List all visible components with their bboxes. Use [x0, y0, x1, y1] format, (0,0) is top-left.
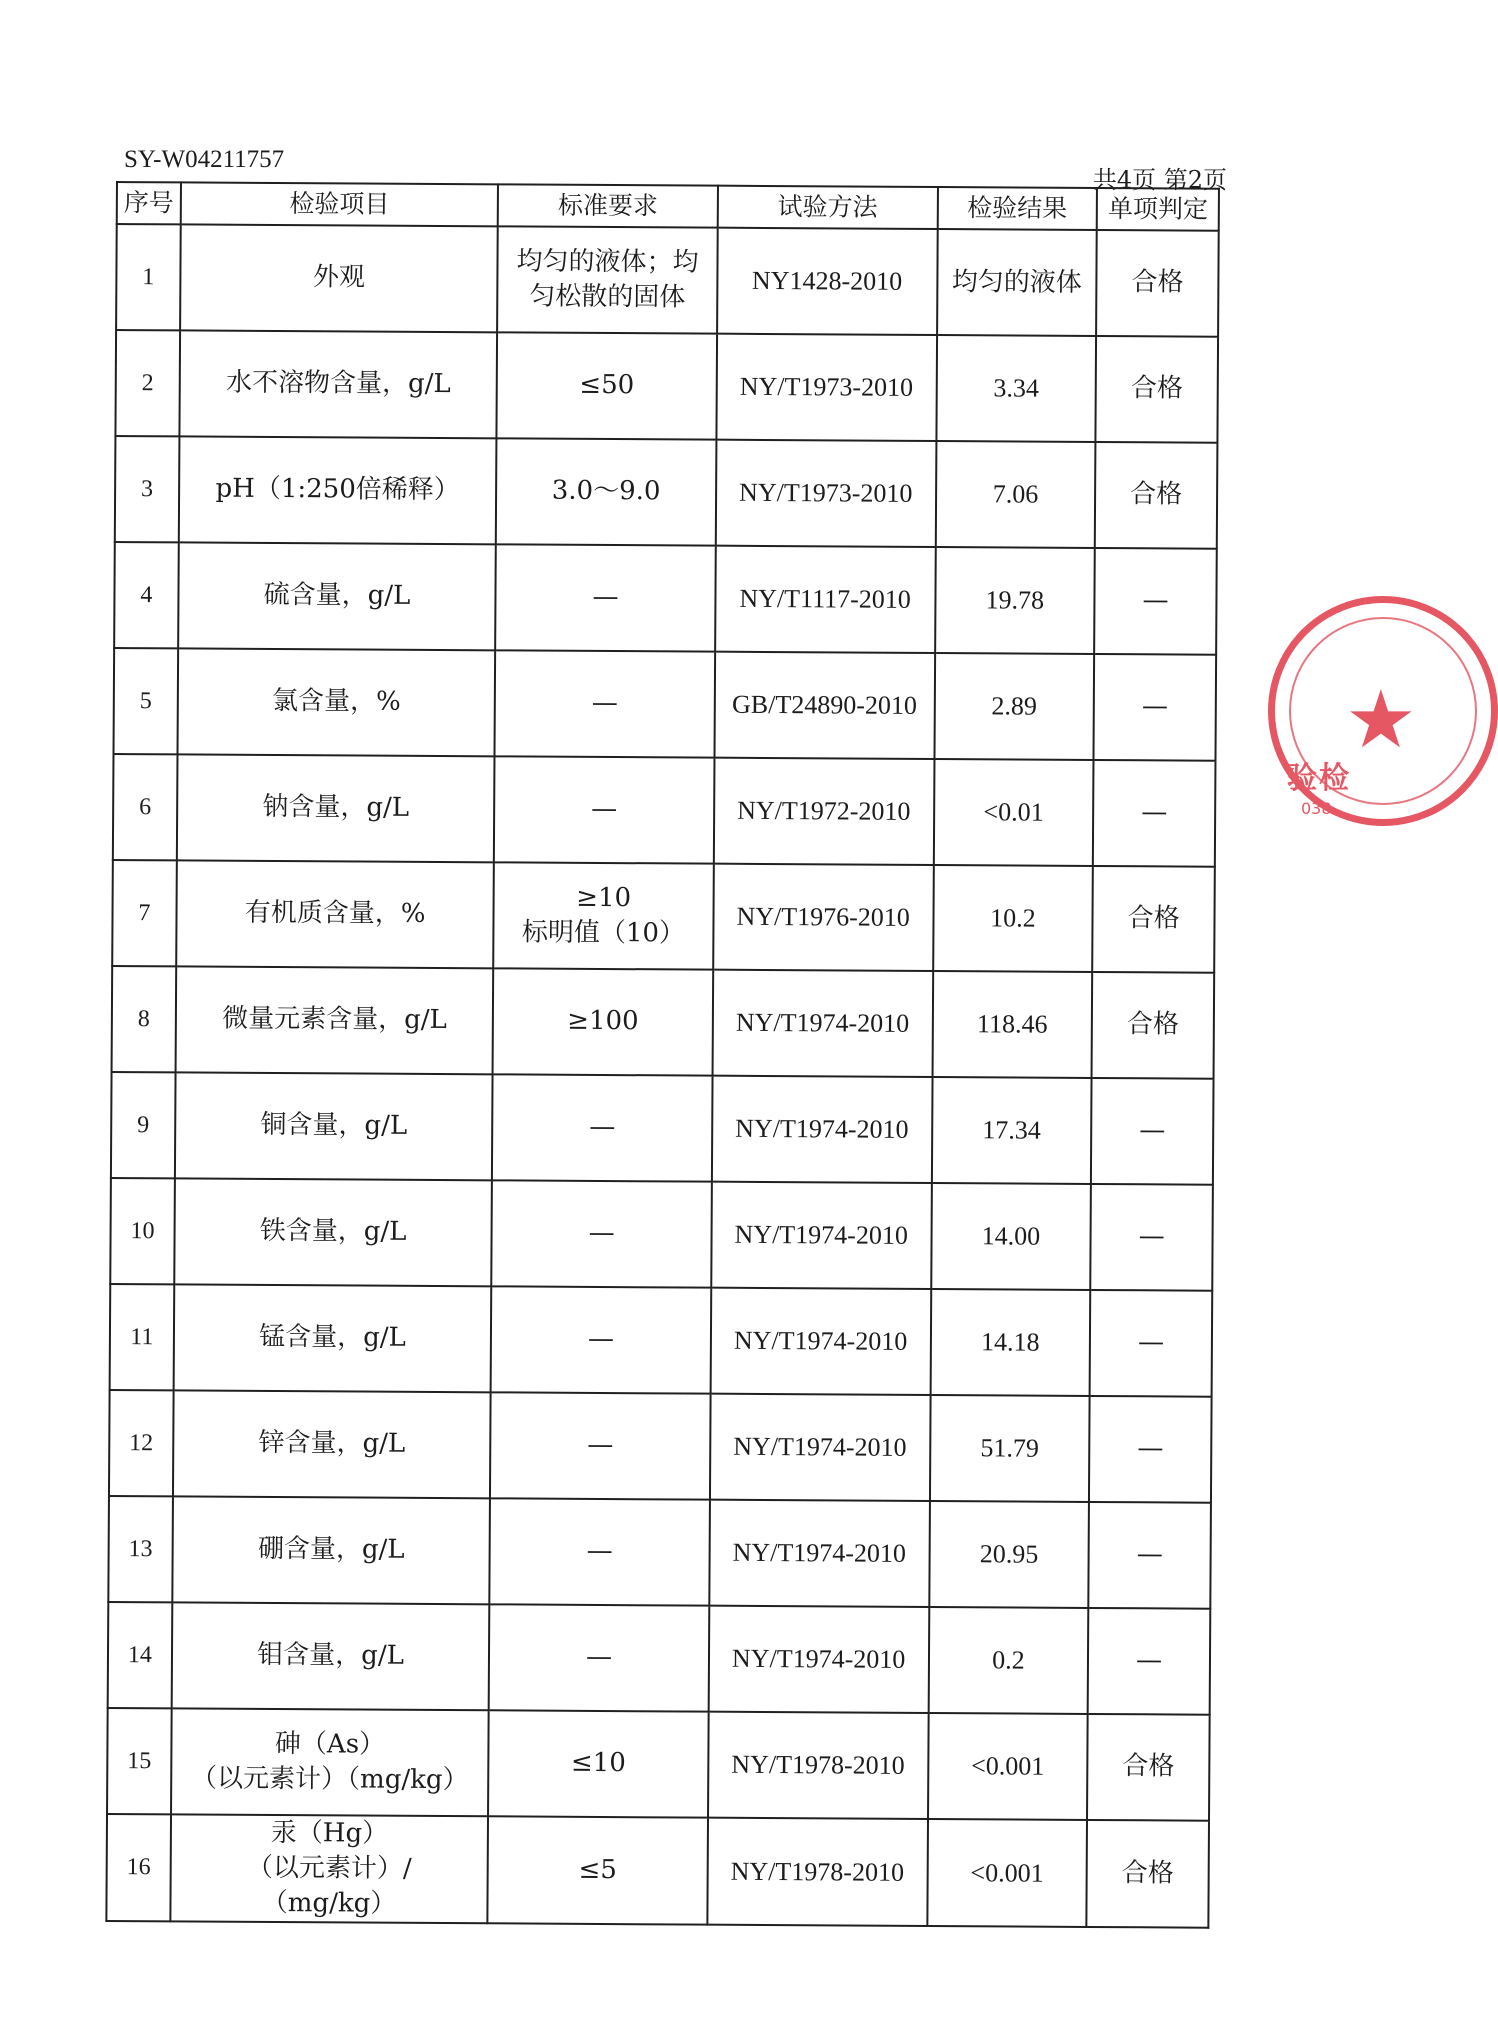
test-method: NY/T1974-2010	[710, 1288, 930, 1395]
standard-requirement	[497, 332, 717, 439]
inspection-results-table	[105, 181, 1220, 1929]
standard-requirement-line: —	[588, 1218, 615, 1249]
table-row	[115, 330, 1218, 443]
column-header-judgment: 单项判定	[1097, 188, 1219, 231]
standard-requirement-line: 匀松散的固体	[529, 281, 686, 313]
test-method: NY/T1974-2010	[710, 1394, 930, 1501]
item-judgment: 合格	[1095, 442, 1217, 549]
test-result: 17.34	[931, 1077, 1091, 1184]
item-judgment: 合格	[1096, 336, 1218, 443]
standard-requirement-line: —	[585, 1642, 613, 1673]
star-icon: ★	[1345, 673, 1417, 766]
item-judgment: 合格	[1092, 972, 1214, 1079]
item-name	[174, 1178, 492, 1286]
item-name	[174, 1284, 492, 1392]
standard-requirement-line: —	[587, 1324, 615, 1355]
test-method: NY/T1117-2010	[715, 546, 935, 653]
item-judgment: —	[1090, 1290, 1212, 1397]
item-name-line: 钠含量，g/L	[262, 792, 410, 824]
item-judgment: 合格	[1087, 1820, 1209, 1928]
test-method: NY/T1974-2010	[712, 970, 932, 1077]
standard-requirement-line: —	[591, 688, 618, 719]
standard-requirement	[497, 226, 717, 333]
inspection-seal-stamp	[1268, 596, 1498, 826]
item-name-line: 水不溶物含量，g/L	[225, 368, 451, 400]
standard-requirement	[495, 544, 715, 651]
row-number: 16	[106, 1814, 171, 1922]
page-indicator: 共4页 第2页	[1092, 166, 1227, 194]
test-result: 0.2	[928, 1607, 1088, 1714]
table-row	[115, 436, 1218, 549]
row-number: 2	[115, 330, 180, 436]
row-number: 9	[111, 1072, 176, 1178]
item-name	[171, 1708, 489, 1816]
item-name-line: 锌含量，g/L	[258, 1428, 406, 1460]
row-number: 6	[113, 754, 178, 860]
test-result: 10.2	[933, 865, 1093, 972]
standard-requirement	[491, 1286, 711, 1393]
test-method: NY/T1973-2010	[716, 334, 936, 441]
item-name	[175, 966, 493, 1074]
test-result: 14.18	[930, 1289, 1090, 1396]
item-name	[179, 436, 497, 544]
item-judgment: 合格	[1087, 1714, 1209, 1821]
test-result: 51.79	[929, 1395, 1089, 1502]
item-name	[177, 754, 495, 862]
item-judgment: —	[1090, 1184, 1212, 1291]
row-number: 10	[110, 1178, 175, 1284]
test-method: NY/T1973-2010	[716, 440, 936, 547]
test-method: NY1428-2010	[717, 228, 937, 335]
test-result: 19.78	[935, 547, 1095, 654]
row-number: 4	[114, 542, 179, 648]
item-name-line: 硫含量，g/L	[263, 580, 411, 612]
table-row	[110, 1284, 1213, 1397]
item-name	[180, 224, 498, 332]
standard-requirement	[494, 756, 714, 863]
table-row	[108, 1602, 1211, 1715]
item-name-line: 铁含量，g/L	[259, 1216, 407, 1248]
table-row	[112, 860, 1215, 973]
item-judgment: —	[1089, 1396, 1211, 1503]
item-name-line: （以元素计）/	[246, 1852, 412, 1884]
column-header-requirement: 标准要求	[498, 184, 718, 227]
standard-requirement-line: —	[591, 794, 618, 825]
row-number: 15	[107, 1708, 172, 1814]
standard-requirement	[493, 862, 713, 969]
item-name-line: 有机质含量，%	[244, 898, 426, 930]
test-result: <0.001	[927, 1819, 1087, 1927]
standard-requirement	[492, 1074, 712, 1181]
table-row	[116, 224, 1219, 337]
test-method: NY/T1978-2010	[707, 1818, 927, 1927]
column-header-result: 检验结果	[937, 187, 1097, 230]
item-judgment: —	[1089, 1502, 1211, 1609]
item-name	[172, 1602, 490, 1710]
column-header-no: 序号	[117, 182, 181, 224]
standard-requirement	[495, 650, 715, 757]
standard-requirement-line: 均匀的液体；均	[516, 246, 699, 278]
table-row	[113, 648, 1216, 761]
test-result: 均匀的液体	[937, 229, 1097, 336]
table-row	[108, 1496, 1211, 1609]
column-header-method: 试验方法	[718, 186, 938, 229]
standard-requirement-line: —	[586, 1536, 613, 1567]
standard-requirement-line: —	[587, 1430, 614, 1461]
standard-requirement	[490, 1498, 710, 1605]
table-header-row	[117, 182, 1219, 231]
standard-requirement-line: ≥10	[576, 882, 632, 914]
test-method: NY/T1978-2010	[708, 1712, 928, 1819]
table-row	[106, 1814, 1209, 1928]
table-row	[114, 542, 1217, 655]
item-judgment: —	[1091, 1078, 1213, 1185]
item-judgment: —	[1088, 1608, 1210, 1715]
standard-requirement	[489, 1604, 709, 1711]
test-method: NY/T1974-2010	[708, 1606, 928, 1713]
test-result: 20.95	[929, 1501, 1089, 1608]
standard-requirement	[488, 1816, 708, 1925]
test-method: NY/T1974-2010	[712, 1076, 932, 1183]
row-number: 3	[115, 436, 180, 542]
item-name-line: （以元素计）（mg/kg）	[190, 1763, 469, 1796]
standard-requirement	[492, 1180, 712, 1287]
test-result: 3.34	[936, 335, 1096, 442]
test-result: 118.46	[932, 971, 1092, 1078]
item-judgment: —	[1094, 654, 1216, 761]
standard-requirement	[493, 968, 713, 1075]
table-row	[109, 1390, 1212, 1503]
row-number: 8	[112, 966, 177, 1072]
standard-requirement-line: —	[592, 582, 619, 613]
item-judgment: 合格	[1092, 866, 1214, 973]
test-method: NY/T1972-2010	[714, 758, 934, 865]
test-method: NY/T1976-2010	[713, 864, 933, 971]
standard-requirement-line: —	[589, 1112, 616, 1143]
item-name	[177, 648, 495, 756]
item-name-line: 砷（As）	[274, 1728, 386, 1760]
test-result: <0.001	[928, 1713, 1088, 1820]
standard-requirement-line: ≤10	[570, 1748, 626, 1779]
item-name	[172, 1496, 490, 1604]
standard-requirement	[490, 1392, 710, 1499]
standard-requirement-line: ≤5	[578, 1854, 617, 1886]
item-name-line: 硼含量，g/L	[257, 1534, 405, 1566]
test-result: <0.01	[933, 759, 1093, 866]
standard-requirement-line: 3.0～9.0	[551, 476, 661, 507]
test-result: 7.06	[935, 441, 1095, 548]
test-result: 2.89	[934, 653, 1094, 760]
item-name-line: 外观	[312, 262, 366, 293]
row-number: 12	[109, 1390, 174, 1496]
standard-requirement-line: ≥100	[567, 1006, 639, 1037]
row-number: 14	[108, 1602, 173, 1708]
column-header-item: 检验项目	[181, 182, 499, 226]
row-number: 1	[116, 224, 181, 330]
item-name-line: 锰含量，g/L	[259, 1322, 406, 1354]
item-judgment: 合格	[1096, 230, 1218, 337]
standard-requirement	[496, 438, 716, 545]
item-name	[170, 1814, 488, 1923]
standard-requirement	[488, 1710, 708, 1817]
test-method: NY/T1974-2010	[711, 1182, 931, 1289]
standard-requirement-line: 标明值（10）	[521, 917, 686, 949]
item-name	[179, 330, 497, 438]
row-number: 13	[108, 1496, 173, 1602]
item-name-line: 氯含量，%	[271, 686, 401, 718]
test-method: GB/T24890-2010	[714, 652, 934, 759]
seal-digits: 038	[1301, 799, 1332, 818]
table-row	[111, 1072, 1214, 1185]
test-method: NY/T1974-2010	[709, 1500, 929, 1607]
table-row	[107, 1708, 1210, 1821]
item-name	[173, 1390, 491, 1498]
row-number: 5	[113, 648, 178, 754]
item-name-line: 钼含量，g/L	[257, 1640, 404, 1672]
item-name-line: pH（1:250倍稀释）	[215, 474, 460, 506]
item-name-line: 汞（Hg）	[270, 1817, 389, 1849]
table-row	[110, 1178, 1213, 1291]
report-code: SY-W04211757	[124, 146, 285, 173]
item-name	[175, 1072, 493, 1180]
item-name-line: （mg/kg）	[261, 1888, 397, 1919]
table-body	[106, 224, 1218, 1928]
standard-requirement-line: ≤50	[579, 370, 635, 401]
row-number: 7	[112, 860, 177, 966]
item-judgment: —	[1093, 760, 1215, 867]
row-number: 11	[110, 1284, 175, 1390]
item-judgment: —	[1094, 548, 1216, 655]
table-row	[112, 966, 1215, 1079]
item-name-line: 微量元素含量，g/L	[222, 1004, 447, 1036]
item-name	[176, 860, 494, 968]
seal-text: 验检	[1287, 761, 1351, 796]
test-result: 14.00	[931, 1183, 1091, 1290]
item-name	[178, 542, 496, 650]
table-row	[113, 754, 1216, 867]
item-name-line: 铜含量，g/L	[260, 1110, 408, 1142]
